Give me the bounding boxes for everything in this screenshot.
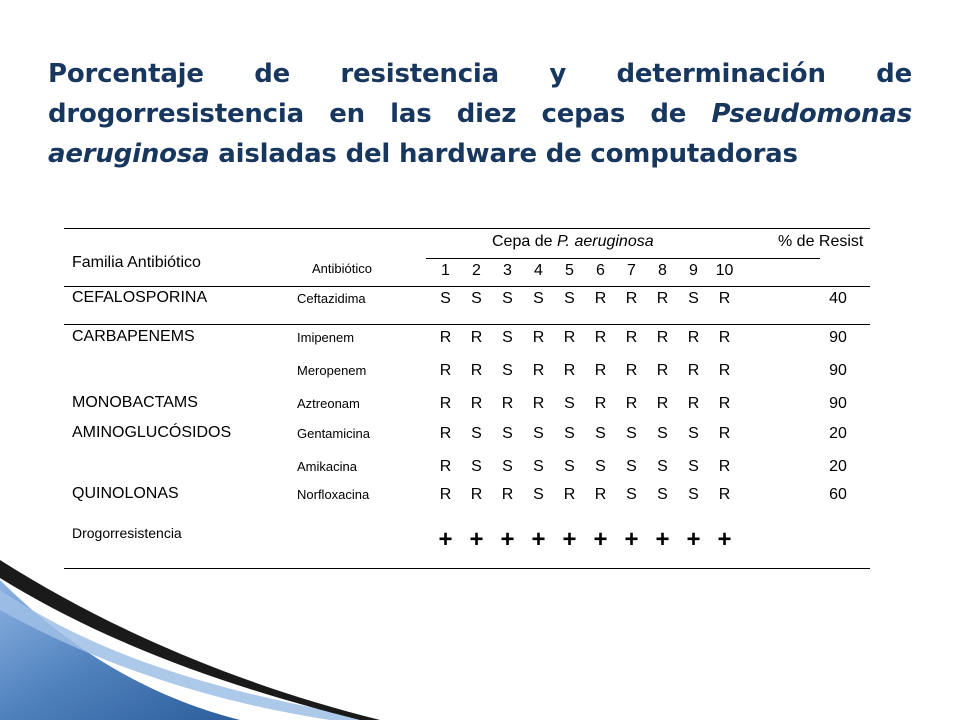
result-cell: S [471,425,482,442]
result-cell: S [533,425,544,442]
row-percent: 20 [829,458,847,475]
plus-mark: + [717,526,732,553]
result-cell: R [470,486,483,503]
result-cell: S [564,290,575,307]
result-cell: R [532,362,545,379]
result-cell: R [625,395,638,412]
result-cell: R [594,395,607,412]
header-strain: Cepa de P. aeruginosa [492,233,654,250]
result-cell: S [688,425,699,442]
result-cell: R [656,329,669,346]
result-cell: S [688,290,699,307]
drug-resistance-label: Drogorresistencia [72,525,182,541]
row-percent: 90 [829,329,847,346]
result-cell: S [564,395,575,412]
row-antibiotic: Ceftazidima [297,291,366,306]
result-cell: S [564,458,575,475]
result-cell: R [563,486,576,503]
plus-mark: + [531,526,546,553]
strain-number: 9 [689,262,698,279]
decorative-swoosh [0,520,380,720]
table-top-rule [64,228,870,229]
result-cell: R [718,362,731,379]
result-cell: R [718,458,731,475]
row-family: QUINOLONAS [72,485,179,502]
result-cell: R [501,395,514,412]
result-cell: R [439,362,452,379]
strain-number: 8 [658,262,667,279]
row-antibiotic: Norfloxacina [297,487,370,502]
strain-number: 1 [441,262,450,279]
row-percent: 40 [829,290,847,307]
result-cell: R [563,329,576,346]
result-cell: R [439,395,452,412]
result-cell: R [656,395,669,412]
plus-mark: + [438,526,453,553]
result-cell: R [439,425,452,442]
result-cell: S [657,458,668,475]
row-antibiotic: Aztreonam [297,396,360,411]
result-cell: R [439,458,452,475]
result-cell: R [687,329,700,346]
result-cell: R [563,362,576,379]
result-cell: R [687,362,700,379]
header-resist: % de Resist [778,233,864,250]
plus-mark: + [500,526,515,553]
strain-number: 3 [503,262,512,279]
plus-mark: + [469,526,484,553]
result-cell: S [626,458,637,475]
result-cell: R [501,486,514,503]
result-cell: R [470,362,483,379]
plus-mark: + [562,526,577,553]
row-family: CARBAPENEMS [72,328,195,345]
result-cell: R [718,486,731,503]
result-cell: R [594,362,607,379]
result-cell: R [625,362,638,379]
result-cell: S [657,425,668,442]
result-cell: R [439,486,452,503]
result-cell: R [625,290,638,307]
row-family: AMINOGLUCÓSIDOS [72,424,232,441]
species-name: Pseudomonas aeruginosa [48,99,912,169]
row-percent: 90 [829,362,847,379]
result-cell: S [502,329,513,346]
result-cell: S [626,486,637,503]
resistance-table [64,226,870,566]
result-cell: S [533,290,544,307]
plus-mark: + [655,526,670,553]
row-family: MONOBACTAMS [72,394,198,411]
row-percent: 90 [829,395,847,412]
result-cell: R [594,290,607,307]
result-cell: R [594,329,607,346]
header-antibiotic: Antibiótico [312,261,372,276]
strain-number: 7 [627,262,636,279]
strain-number: 5 [565,262,574,279]
plus-mark: + [686,526,701,553]
result-cell: R [439,329,452,346]
page-title: Porcentaje de resistencia y determinación de drogorresistencia en las diez cepas de Pseudomonas aeruginosa aisladas del hardware de computadoras [48,59,912,169]
result-cell: R [470,395,483,412]
result-cell: R [718,425,731,442]
result-cell: R [718,395,731,412]
plus-mark: + [624,526,639,553]
row-family: CEFALOSPORINA [72,289,208,306]
result-cell: R [625,329,638,346]
row-antibiotic: Meropenem [297,363,367,378]
result-cell: S [595,458,606,475]
header-family: Familia Antibiótico [72,254,201,271]
result-cell: S [502,290,513,307]
strain-number: 6 [596,262,605,279]
result-cell: R [718,329,731,346]
row-antibiotic: Amikacina [297,459,357,474]
result-cell: R [687,395,700,412]
result-cell: S [502,458,513,475]
result-cell: S [502,425,513,442]
result-cell: R [594,486,607,503]
result-cell: R [718,290,731,307]
strain-number: 10 [715,262,734,279]
result-cell: S [688,486,699,503]
plus-mark: + [593,526,608,553]
result-cell: S [657,486,668,503]
result-cell: S [564,425,575,442]
result-cell: R [656,290,669,307]
result-cell: S [471,290,482,307]
result-cell: R [656,362,669,379]
result-cell: S [595,425,606,442]
strain-header-rule [426,258,820,259]
strain-number: 2 [472,262,481,279]
row-rule [64,324,870,325]
row-percent: 60 [829,486,847,503]
header-bottom-rule [64,286,870,287]
result-cell: S [471,458,482,475]
row-antibiotic: Gentamicina [297,426,370,441]
result-cell: S [533,458,544,475]
result-cell: R [470,329,483,346]
result-cell: R [532,395,545,412]
row-antibiotic: Imipenem [297,330,355,345]
result-cell: S [688,458,699,475]
result-cell: S [502,362,513,379]
result-cell: S [533,486,544,503]
result-cell: S [626,425,637,442]
result-cell: S [440,290,451,307]
strain-number: 4 [534,262,543,279]
result-cell: R [532,329,545,346]
row-percent: 20 [829,425,847,442]
